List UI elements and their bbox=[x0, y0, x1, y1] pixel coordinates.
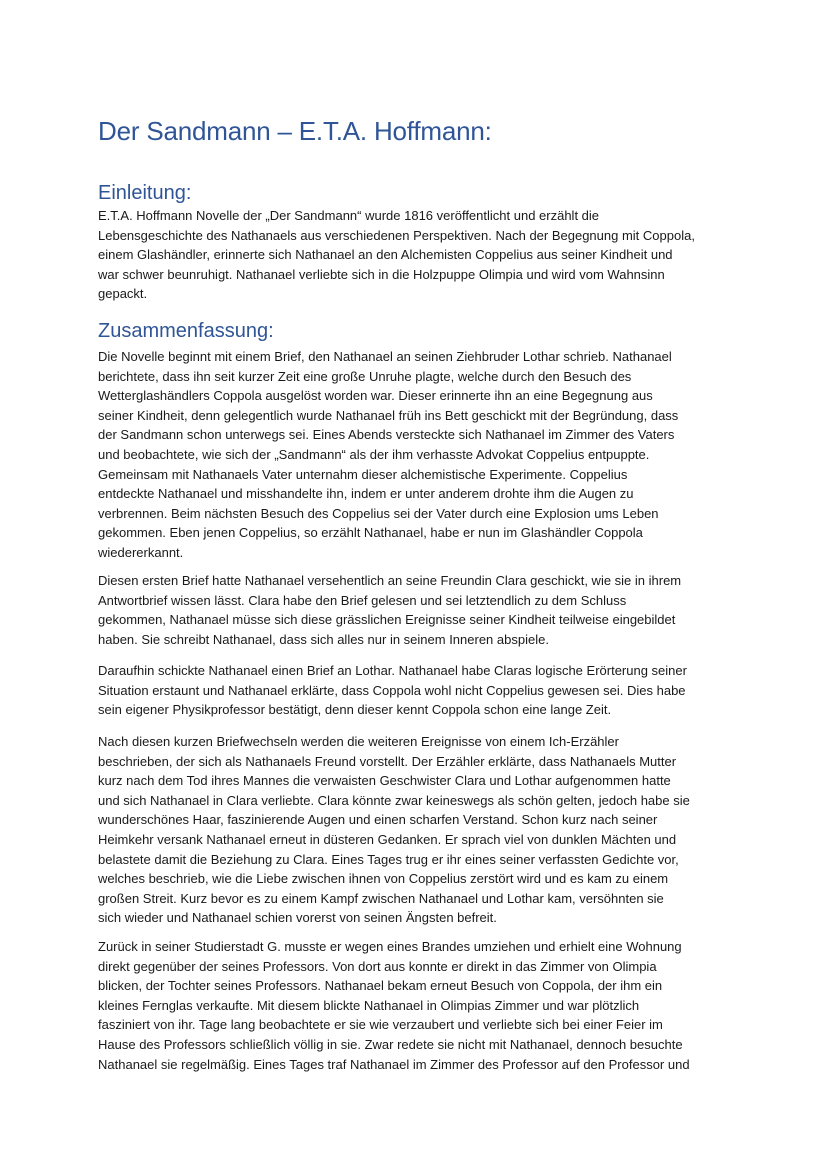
text-line: der Sandmann schon unterwegs sei. Eines Abends versteckte sich Nathanael im Zimmer des Vaters bbox=[98, 427, 675, 443]
text-line: fasziniert von ihr. Tage lang beobachtete er sie wie verzaubert und verliebte sich bei einer Feier im bbox=[98, 1017, 663, 1033]
text-line: sein eigener Physikprofessor bestätigt, denn dieser kennt Coppola schon eine lange Zeit. bbox=[98, 702, 612, 718]
text-line: Zurück in seiner Studierstadt G. musste er wegen eines Brandes umziehen und erhielt eine Wohnung bbox=[98, 939, 682, 954]
paragraph bbox=[98, 206, 695, 304]
paragraph bbox=[98, 347, 678, 563]
text-line: Die Novelle beginnt mit einem Brief, den Nathanael an seinen Ziehbruder Lothar schrieb. Nathanael bbox=[98, 349, 672, 364]
text-line: kleines Fernglas verkaufte. Mit diesem blickte Nathanael in Olimpias Zimmer und war plötzlich bbox=[98, 997, 640, 1013]
text-line: gekommen. Eben jenen Coppelius, so erzählt Nathanael, habe er nun im Glashändler Coppola bbox=[98, 525, 643, 541]
text-line: sich wieder und Nathanael schien vorerst von seinen Ängsten befreit. bbox=[98, 910, 497, 926]
text-line: belastete damit die Beziehung zu Clara. Eines Tages trug er ihr eines seiner verfassten Gedichte vor, bbox=[98, 851, 679, 867]
text-line: verbrennen. Beim nächsten Besuch des Coppelius sei der Vater durch eine Explosion ums Leben bbox=[98, 505, 659, 521]
paragraph bbox=[98, 937, 690, 1074]
text-line: berichtete, dass ihn seit kurzer Zeit eine große Unruhe plagte, welche durch den Besuch des bbox=[98, 368, 632, 384]
text-line: kurz nach dem Tod ihres Mannes die verwaisten Geschwister Clara und Lothar aufgenommen hatte bbox=[98, 773, 671, 789]
text-line: beschrieben, der sich als Nathanaels Freund vorstellt. Der Erzähler erklärte, dass Nathanaels Mutter bbox=[98, 753, 677, 769]
text-line: direkt gegenüber der seines Professors. Von dort aus konnte er direkt in das Zimmer von Olimpia bbox=[98, 958, 657, 974]
text-line: Antwortbrief wissen lässt. Clara habe den Brief gelesen und sei letztendlich zu dem Schluss bbox=[98, 592, 627, 608]
text-line: wiedererkannt. bbox=[98, 544, 184, 560]
text-line: Nach diesen kurzen Briefwechseln werden die weiteren Ereignisse von einem Ich-Erzähler bbox=[98, 734, 619, 749]
text-line: einem Glashändler, erinnerte sich Nathanael an den Alchemisten Coppelius aus seiner Kindheit und bbox=[98, 247, 673, 263]
text-line: welches beschrieb, wie die Liebe zwischen ihnen von Coppelius zerstört wird und es kam zu einem bbox=[98, 871, 669, 887]
text-line: Diesen ersten Brief hatte Nathanael versehentlich an seine Freundin Clara geschickt, wie sie in ihrem bbox=[98, 573, 682, 588]
text-line: gekommen, Nathanael müsse sich diese grässlichen Ereignisse seiner Kindheit teilweise eingebildet bbox=[98, 612, 676, 628]
text-line: Wetterglashändlers Coppola ausgelöst worden war. Dieser erinnerte ihn an eine Begegnung aus bbox=[98, 388, 653, 404]
text-line: Situation erstaunt und Nathanael erklärte, dass Coppola wohl nicht Coppelius gewesen sei. Dies habe bbox=[98, 682, 686, 698]
text-line: und beobachtete, wie sich der „Sandmann“ als der ihm verhasste Advokat Coppelius entpuppte. bbox=[98, 446, 650, 462]
paragraph bbox=[98, 661, 687, 720]
text-line: war schwer beunruhigt. Nathanael verliebte sich in die Holzpuppe Olimpia und wird vom Wahnsinn bbox=[98, 266, 665, 282]
text-line: Lebensgeschichte des Nathanaels aus verschiedenen Perspektiven. Nach der Begegnung mit Coppola, bbox=[98, 227, 695, 243]
heading-zusammenfassung: Zusammenfassung: bbox=[98, 320, 274, 342]
text-line: Heimkehr versank Nathanael erneut in düsteren Gedanken. Er sprach viel von dunklen Mächten und bbox=[98, 831, 677, 847]
text-line: und sich Nathanael in Clara verliebte. Clara könnte zwar keineswegs als schön gelten, jedoch habe sie bbox=[98, 792, 690, 808]
heading-einleitung: Einleitung: bbox=[98, 182, 192, 204]
text-line: seiner Kindheit, denn gelegentlich wurde Nathanael früh ins Bett geschickt mit der Begründung, dass bbox=[98, 407, 679, 423]
text-line: großen Streit. Kurz bevor es zu einem Kampf zwischen Nathanael und Lothar kam, versöhnten sie bbox=[98, 890, 664, 906]
text-line: entdeckte Nathanael und misshandelte ihn, indem er unter anderem drohte ihm die Augen zu bbox=[98, 486, 634, 502]
text-line: Hause des Professors schließlich völlig in sie. Zwar redete sie nicht mit Nathanael, dennoch besuchte bbox=[98, 1036, 683, 1052]
text-line: wunderschönes Haar, faszinierende Augen und einen scharfen Verstand. Schon kurz nach seiner bbox=[98, 812, 658, 828]
text-line: Daraufhin schickte Nathanael einen Brief an Lothar. Nathanael habe Claras logische Erörterung seiner bbox=[98, 663, 687, 678]
text-line: Nathanael sie regelmäßig. Eines Tages traf Nathanael im Zimmer des Professor auf den Professor und bbox=[98, 1056, 690, 1072]
document-title: Der Sandmann – E.T.A. Hoffmann: bbox=[98, 116, 492, 146]
paragraph bbox=[98, 732, 690, 928]
text-line: haben. Sie schreibt Nathanael, dass sich alles nur in seinem Inneren abspiele. bbox=[98, 631, 549, 647]
text-line: E.T.A. Hoffmann Novelle der „Der Sandmann“ wurde 1816 veröffentlicht und erzählt die bbox=[98, 208, 600, 223]
text-line: blicken, der Tochter seines Professors. Nathanael bekam erneut Besuch von Coppola, der ihm ein bbox=[98, 978, 663, 994]
text-line: Gemeinsam mit Nathanaels Vater unternahm dieser alchemistische Experimente. Coppelius bbox=[98, 466, 628, 482]
paragraph bbox=[98, 571, 681, 649]
text-line: gepackt. bbox=[98, 286, 148, 302]
